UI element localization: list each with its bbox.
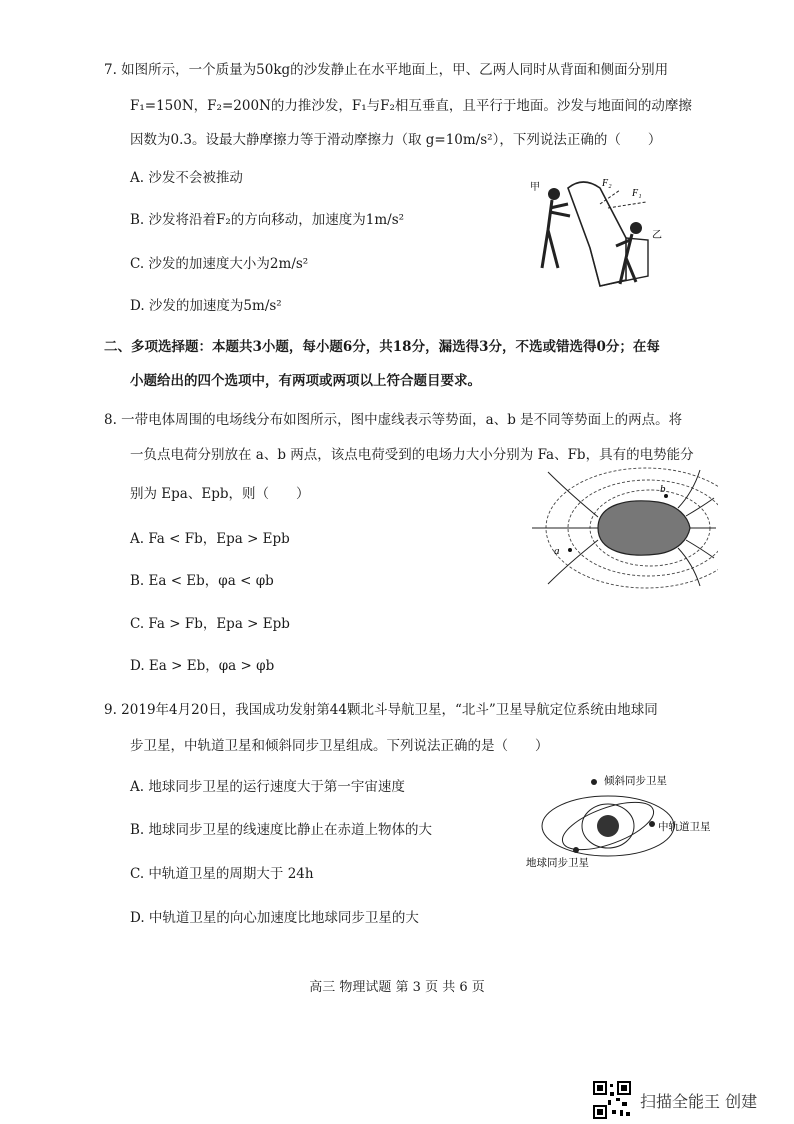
q7-stem-line1: 7. 如图所示，一个质量为50kg的沙发静止在水平地面上，甲、乙两人同时从背面和侧面分别用 xyxy=(104,62,669,78)
q8-stem-line1: 8. 一带电体周围的电场线分布如图所示，图中虚线表示等势面，a、b 是不同等势面上的两点。将 xyxy=(104,412,683,428)
q9-satellite-figure xyxy=(524,768,724,876)
q8-stem-line3: 别为 Epa、Epb，则（ ） xyxy=(130,486,310,502)
q9-fig-geo-label: 地球同步卫星 xyxy=(526,857,589,869)
watermark-text: 扫描全能王 创建 xyxy=(640,1091,758,1111)
q9-fig-medium-label: 中轨道卫星 xyxy=(658,821,711,833)
q8-field-figure xyxy=(528,462,718,594)
q9-fig-inclined-label: 倾斜同步卫星 xyxy=(604,775,667,787)
q7-fig-yi: 乙 xyxy=(652,230,662,241)
q7-option-a: A. 沙发不会被推动 xyxy=(130,170,243,186)
q7-stem-line3: 因数为0.3。设最大静摩擦力等于滑动摩擦力（取 g=10m/s²），下列说法正确的（ ） xyxy=(130,132,662,148)
q8-option-c: C. Fa > Fb，Epa > Epb xyxy=(130,616,290,632)
q7-option-d: D. 沙发的加速度为5m/s² xyxy=(130,298,282,314)
q8-option-a: A. Fa < Fb，Epa > Epb xyxy=(130,531,290,547)
q9-stem-line1: 9. 2019年4月20日，我国成功发射第44颗北斗导航卫星，“北斗”卫星导航定位系统由地球同 xyxy=(104,702,658,718)
qr-code-icon xyxy=(592,1080,632,1120)
q9-option-d: D. 中轨道卫星的向心加速度比地球同步卫星的大 xyxy=(130,910,419,926)
q7-sofa-figure xyxy=(528,168,668,300)
q7-fig-f2: F₂ xyxy=(602,178,612,189)
scanner-watermark xyxy=(592,1080,757,1120)
q7-fig-jia: 甲 xyxy=(530,182,540,193)
q7-option-c: C. 沙发的加速度大小为2m/s² xyxy=(130,256,309,272)
q9-option-c: C. 中轨道卫星的周期大于 24h xyxy=(130,866,314,882)
q8-option-b: B. Ea < Eb，φa < φb xyxy=(130,573,274,589)
q9-option-b: B. 地球同步卫星的线速度比静止在赤道上物体的大 xyxy=(130,822,433,838)
q8-option-d: D. Ea > Eb，φa > φb xyxy=(130,658,275,674)
q7-stem-line2: F₁=150N，F₂=200N的力推沙发，F₁与F₂相互垂直，且平行于地面。沙发与地面间的动摩擦 xyxy=(130,98,692,114)
section2-heading-line1: 二、多项选择题：本题共3小题，每小题6分，共18分，漏选得3分，不选或错选得0分；在每 xyxy=(104,339,660,355)
q8-fig-point-a: a xyxy=(554,545,560,557)
q9-option-a: A. 地球同步卫星的运行速度大于第一宇宙速度 xyxy=(130,779,405,795)
q8-fig-point-b: b xyxy=(660,483,666,495)
q7-option-b: B. 沙发将沿着F₂的方向移动，加速度为1m/s² xyxy=(130,212,405,228)
q9-stem-line2: 步卫星，中轨道卫星和倾斜同步卫星组成。下列说法正确的是（ ） xyxy=(130,738,549,754)
section2-heading-line2: 小题给出的四个选项中，有两项或两项以上符合题目要求。 xyxy=(130,373,481,389)
q8-stem-line2: 一负点电荷分别放在 a、b 两点，该点电荷受到的电场力大小分别为 Fa、Fb，具有的电势能分 xyxy=(130,447,694,463)
page-footer: 高三 物理试题 第 3 页 共 6 页 xyxy=(309,980,485,995)
q7-fig-f1: F₁ xyxy=(632,188,642,199)
